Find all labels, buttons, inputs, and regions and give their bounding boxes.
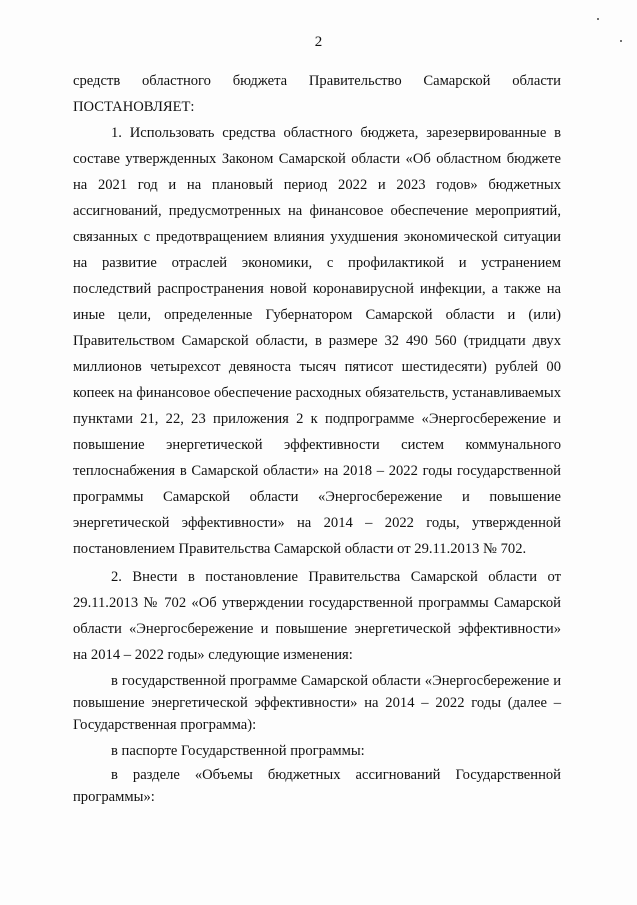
paragraph-section-budget: в разделе «Объемы бюджетных ассигнований Государственной программы»: [73, 767, 561, 805]
paragraph-state-program: в государственной программе Самарской области «Энергосбережение и повышение энергетической эффективности» на 2014 – 2022 годы (далее – Государственная программа): [73, 673, 561, 733]
scan-speck [620, 40, 622, 42]
paragraph-item-1: 1. Использовать средства областного бюджета, зарезервированные в составе утвержденных Законом Самарской области «Об областном бюджете на 2021 год и на плановый период 2022 и 2023 годов» бюджетных ассигнований, предусмотренных на финансовое обеспечение мероприятий, связанных с предотвращением влияния ухудшения экономической ситуации на развитие отраслей экономики, с профилактикой и устранением последствий распространения новой коронавирусной инфекции, а также на иные цели, определенные Губернатором Самарской области и (или) Правительством Самарской области, в размере 32 490 560 (тридцати двух миллионов четырехсот девяноста тысяч пятисот шестидесяти) рублей 00 копеек на финансовое обеспечение расходных обязательств, устанавливаемых пунктами 21, 22, 23 приложения 2 к подпрограмме «Энергосбережение и повышение энергетической эффективности систем коммунального теплоснабжения в Самарской области» на 2018 – 2022 годы государственной программы Самарской области «Энергосбережение и повышение энергетической эффективности» на 2014 – 2022 годы, утвержденной постановлением Правительства Самарской области от 29.11.2013 № 702. [73, 125, 561, 557]
paragraph-intro: средств областного бюджета Правительство Самарской области ПОСТАНОВЛЯЕТ: [73, 73, 561, 115]
paragraph-item-2: 2. Внести в постановление Правительства Самарской области от 29.11.2013 № 702 «Об утверждении государственной программы Самарской области «Энергосбережение и повышение энергетической эффективности» на 2014 – 2022 годы» следующие изменения: [73, 569, 561, 663]
paragraph-passport: в паспорте Государственной программы: [111, 743, 365, 759]
page-number: 2 [314, 34, 323, 50]
document-body [73, 68, 561, 808]
scan-speck [597, 18, 599, 20]
